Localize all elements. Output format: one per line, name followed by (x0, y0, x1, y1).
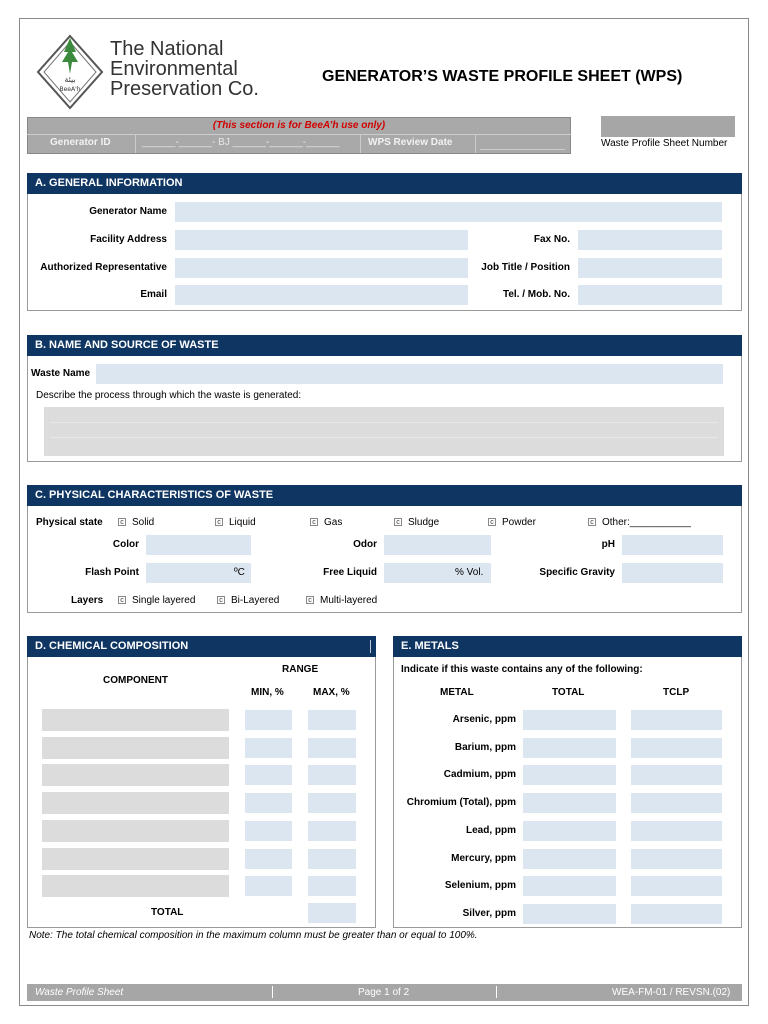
metal-label: Chromium (Total), ppm (406, 797, 516, 809)
component-min-input[interactable] (244, 709, 293, 731)
specific-gravity-label: Specific Gravity (539, 567, 615, 578)
section-e-title: E. METALS (393, 636, 742, 657)
wps-review-date-field[interactable] (480, 138, 565, 150)
waste-name-label: Waste Name (31, 368, 91, 379)
beeah-seal-icon (34, 30, 106, 112)
metal-label: Mercury, ppm (451, 852, 516, 864)
component-max-input[interactable] (307, 792, 357, 814)
radio-icon[interactable]: c (394, 518, 402, 526)
metal-label: Silver, ppm (462, 907, 516, 919)
radio-icon[interactable]: c (310, 518, 318, 526)
odor-input[interactable] (383, 534, 492, 556)
metal-tclp-input[interactable] (630, 792, 723, 814)
admin-note: (This section is for BeeA’h use only) (212, 120, 386, 131)
fax-input[interactable] (577, 229, 723, 251)
radio-icon[interactable]: c (306, 596, 314, 604)
radio-icon[interactable]: c (215, 518, 223, 526)
color-input[interactable] (145, 534, 252, 556)
section-d-title: D. CHEMICAL COMPOSITION (27, 636, 376, 657)
metal-tclp-input[interactable] (630, 737, 723, 759)
metal-total-input[interactable] (522, 875, 617, 897)
metal-tclp-input[interactable] (630, 903, 723, 925)
component-min-input[interactable] (244, 792, 293, 814)
radio-icon[interactable]: c (588, 518, 596, 526)
process-description-textarea[interactable] (44, 407, 724, 456)
metal-tclp-input[interactable] (630, 709, 723, 731)
component-max-input[interactable] (307, 875, 357, 897)
color-label: Color (112, 539, 139, 550)
layer-option-bi[interactable]: c Bi-Layered (217, 595, 279, 606)
component-max-input[interactable] (307, 764, 357, 786)
component-max-input[interactable] (307, 820, 357, 842)
metal-tclp-input[interactable] (630, 820, 723, 842)
state-option-sludge[interactable]: c Sludge (394, 517, 439, 528)
component-name-input[interactable] (42, 875, 229, 897)
component-max-input[interactable] (307, 709, 357, 731)
tel-label: Tel. / Mob. No. (502, 289, 570, 300)
odor-label: Odor (353, 539, 377, 550)
metal-total-header: TOTAL (552, 687, 585, 698)
component-max-input[interactable] (307, 737, 357, 759)
flash-point-label: Flash Point (85, 567, 139, 578)
generator-id-label: Generator ID (50, 137, 111, 148)
component-min-input[interactable] (244, 848, 293, 870)
job-title-input[interactable] (577, 257, 723, 279)
component-name-input[interactable] (42, 764, 229, 786)
metal-label: Cadmium, ppm (443, 769, 516, 781)
job-title-label: Job Title / Position (481, 262, 570, 273)
component-min-input[interactable] (244, 764, 293, 786)
logo-text: BeeA'h (59, 86, 81, 93)
max-header: MAX, % (313, 687, 350, 698)
component-min-input[interactable] (244, 820, 293, 842)
component-name-input[interactable] (42, 709, 229, 731)
generator-name-label: Generator Name (89, 206, 167, 217)
composition-note: Note: The total chemical composition in the maximum column must be greater than or equal to 100%. (29, 930, 478, 941)
range-header: RANGE (282, 664, 319, 675)
state-option-other[interactable]: c Other:___________ (588, 517, 691, 528)
waste-name-input[interactable] (95, 363, 724, 385)
metal-tclp-input[interactable] (630, 848, 723, 870)
layer-option-single[interactable]: c Single layered (118, 595, 195, 606)
metal-label: Arsenic, ppm (452, 714, 516, 725)
radio-icon[interactable]: c (118, 596, 126, 604)
metal-total-input[interactable] (522, 737, 617, 759)
radio-icon[interactable]: c (217, 596, 225, 604)
metal-label: Lead, ppm (465, 824, 516, 836)
generator-id-format: ______-______- BJ ______-______-______ (142, 137, 340, 148)
radio-icon[interactable]: c (488, 518, 496, 526)
component-name-input[interactable] (42, 820, 229, 842)
fax-label: Fax No. (533, 234, 570, 245)
generator-name-input[interactable] (174, 201, 723, 223)
state-option-powder[interactable]: c Powder (488, 517, 536, 528)
state-option-liquid[interactable]: c Liquid (215, 517, 256, 528)
page-title: GENERATOR’S WASTE PROFILE SHEET (WPS) (322, 68, 683, 85)
section-c-title: C. PHYSICAL CHARACTERISTICS OF WASTE (27, 485, 742, 506)
email-input[interactable] (174, 284, 469, 306)
ph-label: pH (601, 539, 615, 550)
physical-state-label: Physical state (36, 517, 103, 528)
wps-review-date-label: WPS Review Date (368, 137, 453, 148)
footer-left: Waste Profile Sheet (35, 987, 124, 998)
state-option-solid[interactable]: c Solid (118, 517, 154, 528)
metal-header: METAL (440, 687, 474, 698)
specific-gravity-input[interactable] (621, 562, 724, 584)
ph-input[interactable] (621, 534, 724, 556)
footer-page-number: Page 1 of 2 (358, 987, 410, 998)
layer-option-multi[interactable]: c Multi-layered (306, 595, 377, 606)
metals-instruction: Indicate if this waste contains any of the following: (401, 664, 643, 675)
company-logo (34, 30, 282, 112)
component-max-input[interactable] (307, 848, 357, 870)
metal-tclp-input[interactable] (630, 764, 723, 786)
radio-icon[interactable]: c (118, 518, 126, 526)
metal-total-input[interactable] (522, 820, 617, 842)
metal-tclp-input[interactable] (630, 875, 723, 897)
state-option-gas[interactable]: c Gas (310, 517, 342, 528)
facility-address-label: Facility Address (90, 234, 167, 245)
wps-number-label: Waste Profile Sheet Number (601, 138, 728, 149)
metal-label: Barium, ppm (454, 741, 516, 753)
min-header: MIN, % (251, 687, 284, 698)
svg-text:بيئة: بيئة (64, 75, 76, 84)
component-name-input[interactable] (42, 792, 229, 814)
free-liquid-unit: % Vol. (455, 567, 484, 578)
wps-number-field[interactable] (601, 116, 735, 137)
component-min-input[interactable] (244, 737, 293, 759)
process-description-label: Describe the process through which the waste is generated: (36, 390, 302, 401)
tel-input[interactable] (577, 284, 723, 306)
component-min-input[interactable] (244, 875, 293, 897)
metal-total-input[interactable] (522, 764, 617, 786)
metal-total-input[interactable] (522, 903, 617, 925)
tclp-header: TCLP (663, 687, 690, 698)
component-name-input[interactable] (42, 737, 229, 759)
layers-label: Layers (71, 595, 104, 606)
facility-address-input[interactable] (174, 229, 469, 251)
company-name-line1: The National (110, 38, 224, 60)
component-name-input[interactable] (42, 848, 229, 870)
company-name-line3: Preservation Co. (110, 78, 259, 100)
section-b-title: B. NAME AND SOURCE OF WASTE (27, 335, 742, 356)
authorized-rep-label: Authorized Representative (40, 262, 167, 273)
flash-point-unit: ºC (234, 567, 245, 578)
free-liquid-label: Free Liquid (323, 567, 377, 578)
email-label: Email (140, 289, 167, 300)
component-header: COMPONENT (103, 675, 168, 686)
authorized-rep-input[interactable] (174, 257, 469, 279)
metal-total-input[interactable] (522, 792, 617, 814)
metal-total-input[interactable] (522, 848, 617, 870)
metal-label: Selenium, ppm (444, 880, 516, 892)
footer-form-code: WEA-FM-01 / REVSN.(02) (612, 987, 731, 998)
company-name-line2: Environmental (110, 58, 238, 80)
section-a-title: A. GENERAL INFORMATION (27, 173, 742, 194)
total-label: TOTAL (151, 907, 184, 918)
metal-total-input[interactable] (522, 709, 617, 731)
total-max-input[interactable] (307, 902, 357, 924)
